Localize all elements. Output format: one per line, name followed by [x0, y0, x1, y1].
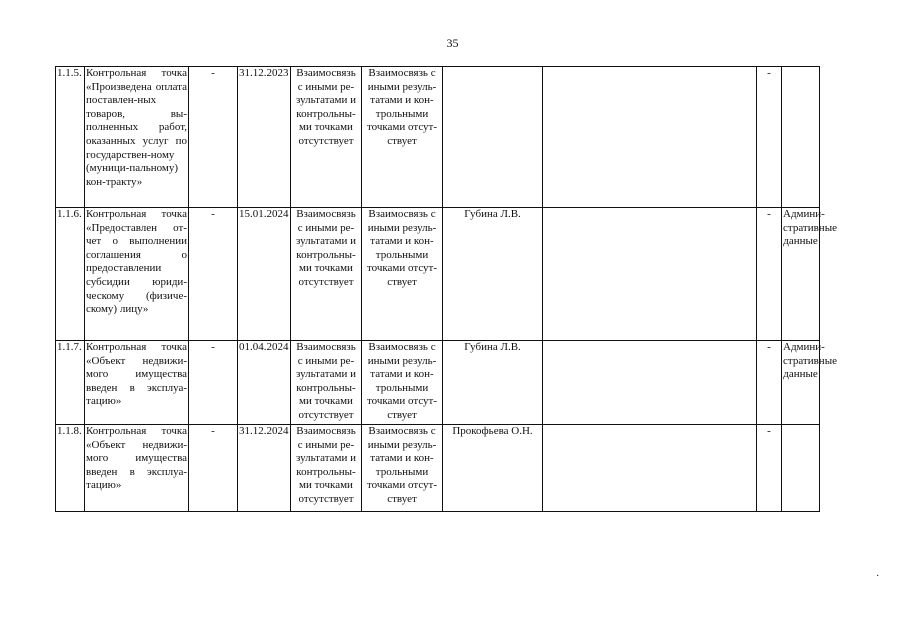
link-points-cell: Взаимосвязь с иными резуль- татами и кон- трольными точками отсут- ствует: [362, 67, 443, 208]
table-row: [56, 67, 820, 208]
responsible-person: Прокофьева О.Н.: [443, 425, 543, 512]
row-number: 1.1.6.: [56, 208, 85, 341]
info-source: Админи- стративные данные: [782, 208, 820, 341]
table-row: [56, 341, 820, 425]
table-row: [56, 208, 820, 341]
responsible-person: Губина Л.В.: [443, 208, 543, 341]
link-points-cell: Взаимосвязь с иными резуль- татами и кон- трольными точками отсут- ствует: [362, 341, 443, 425]
dash-mark: -: [757, 425, 782, 512]
link-results-cell: Взаимосвязь с иными ре- зультатами и контрольны- ми точками отсутствует: [291, 67, 362, 208]
empty-cell: [543, 67, 757, 208]
dash-mark: -: [757, 208, 782, 341]
info-source: [782, 425, 820, 512]
responsible-person: [443, 67, 543, 208]
control-point-name: Контрольная точка «Произведена оплата поставлен-ных товаров, вы-полненных работ, оказанных услуг по государствен-ному (муници-пальному) кон-тракту»: [85, 67, 189, 208]
responsible-person: Губина Л.В.: [443, 341, 543, 425]
dash-mark: -: [757, 67, 782, 208]
link-results-cell: Взаимосвязь с иными ре- зультатами и контрольны- ми точками отсутствует: [291, 425, 362, 512]
row-number: 1.1.5.: [56, 67, 85, 208]
table-row: [56, 425, 820, 512]
empty-cell: [543, 425, 757, 512]
link-points-cell: Взаимосвязь с иными резуль- татами и кон- трольными точками отсут- ствует: [362, 208, 443, 341]
empty-cell: [543, 208, 757, 341]
dash-mark: -: [189, 425, 238, 512]
link-results-cell: Взаимосвязь с иными ре- зультатами и контрольны- ми точками отсутствует: [291, 341, 362, 425]
link-results-cell: Взаимосвязь с иными ре- зультатами и контрольны- ми точками отсутствует: [291, 208, 362, 341]
page-number: 35: [446, 36, 459, 50]
dash-mark: -: [189, 341, 238, 425]
dash-mark: -: [189, 67, 238, 208]
link-points-cell: Взаимосвязь с иными резуль- татами и кон- трольными точками отсут- ствует: [362, 425, 443, 512]
row-number: 1.1.7.: [56, 341, 85, 425]
info-source: Админи- стративные данные: [782, 341, 820, 425]
dash-mark: -: [189, 208, 238, 341]
control-point-name: Контрольная точка «Объект недвижи-мого имущества введен в эксплуа-тацию»: [85, 341, 189, 425]
control-points-table: [55, 66, 837, 512]
deadline-date: 01.04.2024: [238, 341, 291, 425]
deadline-date: 15.01.2024: [238, 208, 291, 341]
dash-mark: -: [757, 341, 782, 425]
row-number: 1.1.8.: [56, 425, 85, 512]
corner-mark: ·: [876, 571, 880, 582]
control-point-name: Контрольная точка «Предоставлен от-чет о выполнении соглашения о предоставлении субсидии юриди-ческому (физиче-скому) лицу»: [85, 208, 189, 341]
deadline-date: 31.12.2023: [238, 67, 291, 208]
empty-cell: [543, 341, 757, 425]
info-source: [782, 67, 820, 208]
control-point-name: Контрольная точка «Объект недвижи-мого имущества введен в эксплуа-тацию»: [85, 425, 189, 512]
deadline-date: 31.12.2024: [238, 425, 291, 512]
